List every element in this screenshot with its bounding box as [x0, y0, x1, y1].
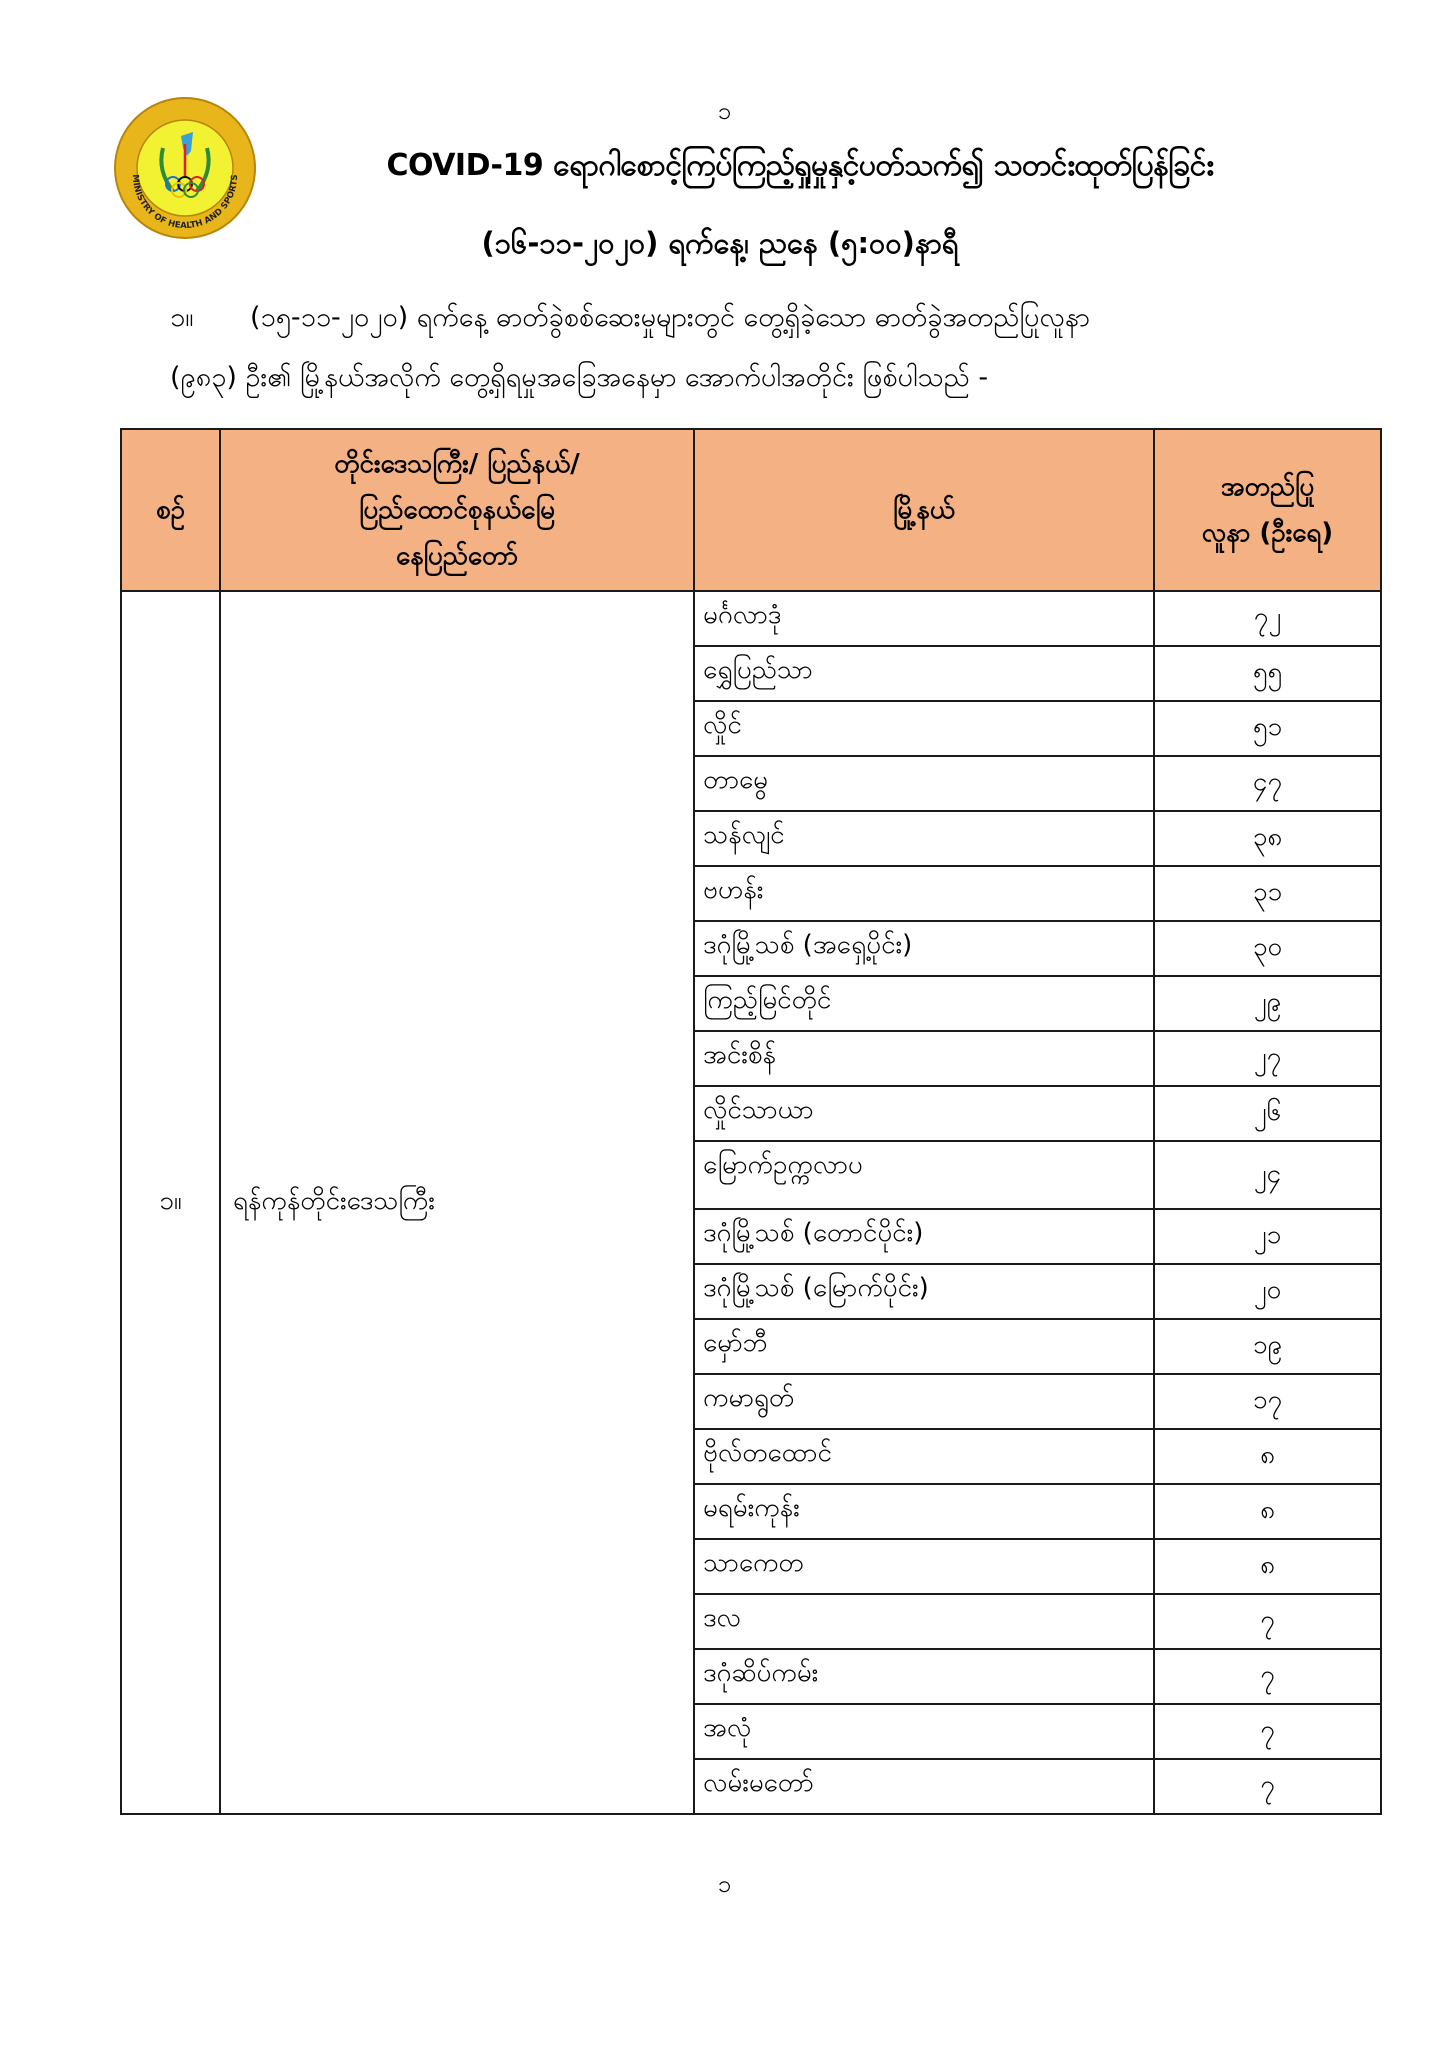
- township-cell: အလုံ: [694, 1704, 1154, 1759]
- township-cell: ရွှေပြည်သာ: [694, 646, 1154, 701]
- township-cell: ဒလ: [694, 1594, 1154, 1649]
- township-cell: အင်းစိန်: [694, 1031, 1154, 1086]
- page-number-top: ၁: [717, 97, 732, 125]
- header-count-line-1: အတည်ပြု: [1220, 472, 1315, 502]
- intro-text-1: (၁၅-၁၁-၂၀၂၀) ရက်နေ့ ဓာတ်ခွဲစစ်ဆေးမှုများတွင် တွေ့ရှိခဲ့သော ဓာတ်ခွဲအတည်ပြုလူနာ: [250, 302, 1090, 333]
- count-cell: ၂၁: [1154, 1209, 1381, 1264]
- township-cell: ဗိုလ်တထောင်: [694, 1429, 1154, 1484]
- count-cell: ၈: [1154, 1539, 1381, 1594]
- count-cell: ၂၄: [1154, 1141, 1381, 1209]
- header-township: မြို့နယ်: [694, 429, 1154, 591]
- header-region: [220, 429, 694, 591]
- document-title: COVID-19 ရောဂါစောင့်ကြပ်ကြည့်ရှုမှုနှင့်ပတ်သက်၍ သတင်းထုတ်ပြန်ခြင်း: [386, 148, 1214, 183]
- count-cell: ၁၉: [1154, 1319, 1381, 1374]
- count-cell: ၂၆: [1154, 1086, 1381, 1141]
- header-serial: စဉ်: [121, 429, 220, 591]
- intro-paragraph-line-1: [170, 298, 1380, 338]
- township-cell: လှိုင်သာယာ: [694, 1086, 1154, 1141]
- ministry-seal-logo-icon: [113, 96, 257, 240]
- group-region: ရန်ကုန်တိုင်းဒေသကြီး: [220, 591, 694, 1814]
- intro-paragraph-line-2: [170, 358, 1380, 398]
- township-cell: ဒဂုံမြို့သစ် (အရှေ့ပိုင်း): [694, 921, 1154, 976]
- count-cell: ၂၇: [1154, 1031, 1381, 1086]
- count-cell: ၃၁: [1154, 866, 1381, 921]
- table-header-row: [121, 429, 1381, 591]
- township-cell: လမ်းမတော်: [694, 1759, 1154, 1814]
- township-cell: ဒဂုံမြို့သစ် (မြောက်ပိုင်း): [694, 1264, 1154, 1319]
- svg-text:MINISTRY OF HEALTH AND SPORTS: MINISTRY OF HEALTH AND SPORTS: [129, 174, 241, 232]
- township-cell: တာမွေ: [694, 756, 1154, 811]
- count-cell: ၂၀: [1154, 1264, 1381, 1319]
- intro-number: ၁။: [170, 302, 194, 333]
- count-cell: ၄၇: [1154, 756, 1381, 811]
- count-cell: ၂၉: [1154, 976, 1381, 1031]
- township-cell: မှော်ဘီ: [694, 1319, 1154, 1374]
- count-cell: ၃၈: [1154, 811, 1381, 866]
- count-cell: ၇၂: [1154, 591, 1381, 646]
- count-cell: ၈: [1154, 1484, 1381, 1539]
- township-cell: လှိုင်: [694, 701, 1154, 756]
- count-cell: ၅၁: [1154, 701, 1381, 756]
- township-cell: ဒဂုံမြို့သစ် (တောင်ပိုင်း): [694, 1209, 1154, 1264]
- count-cell: ၁၇: [1154, 1374, 1381, 1429]
- header-count: [1154, 429, 1381, 591]
- township-cell: ကြည့်မြင်တိုင်: [694, 976, 1154, 1031]
- count-cell: ၇: [1154, 1594, 1381, 1649]
- document-date: (၁၆-၁၁-၂၀၂၀) ရက်နေ့၊ ညနေ (၅:၀၀)နာရီ: [481, 226, 959, 260]
- count-cell: ၇: [1154, 1759, 1381, 1814]
- count-cell: ၇: [1154, 1704, 1381, 1759]
- township-cell: သန်လျင်: [694, 811, 1154, 866]
- count-cell: ၃၀: [1154, 921, 1381, 976]
- township-cell: မြောက်ဥက္ကလာပ: [694, 1141, 1154, 1209]
- group-serial: ၁။: [121, 591, 220, 1814]
- page-number-bottom: ၁: [717, 1870, 732, 1898]
- count-cell: ၈: [1154, 1429, 1381, 1484]
- header-region-line-3: နေပြည်တော်: [395, 541, 519, 571]
- township-cell: ဗဟန်း: [694, 866, 1154, 921]
- township-cell: မင်္ဂလာဒုံ: [694, 591, 1154, 646]
- township-cell: သာကေတ: [694, 1539, 1154, 1594]
- header-region-line-1: တိုင်းဒေသကြီး/ ပြည်နယ်/: [334, 449, 580, 479]
- count-cell: ၅၅: [1154, 646, 1381, 701]
- header-region-line-2: ပြည်ထောင်စုနယ်မြေ: [359, 495, 555, 525]
- township-cases-table: [120, 428, 1382, 1815]
- table-row: [121, 591, 1381, 646]
- township-cell: ကမာရွတ်: [694, 1374, 1154, 1429]
- township-cell: မရမ်းကုန်း: [694, 1484, 1154, 1539]
- intro-text-2: (၉၈၃) ဦး၏ မြို့နယ်အလိုက် တွေ့ရှိရမှုအခြေအနေမှာ အောက်ပါအတိုင်း ဖြစ်ပါသည် -: [170, 362, 989, 393]
- count-cell: ၇: [1154, 1649, 1381, 1704]
- header-count-line-2: လူနာ (ဦးရေ): [1201, 518, 1334, 548]
- township-cell: ဒဂုံဆိပ်ကမ်း: [694, 1649, 1154, 1704]
